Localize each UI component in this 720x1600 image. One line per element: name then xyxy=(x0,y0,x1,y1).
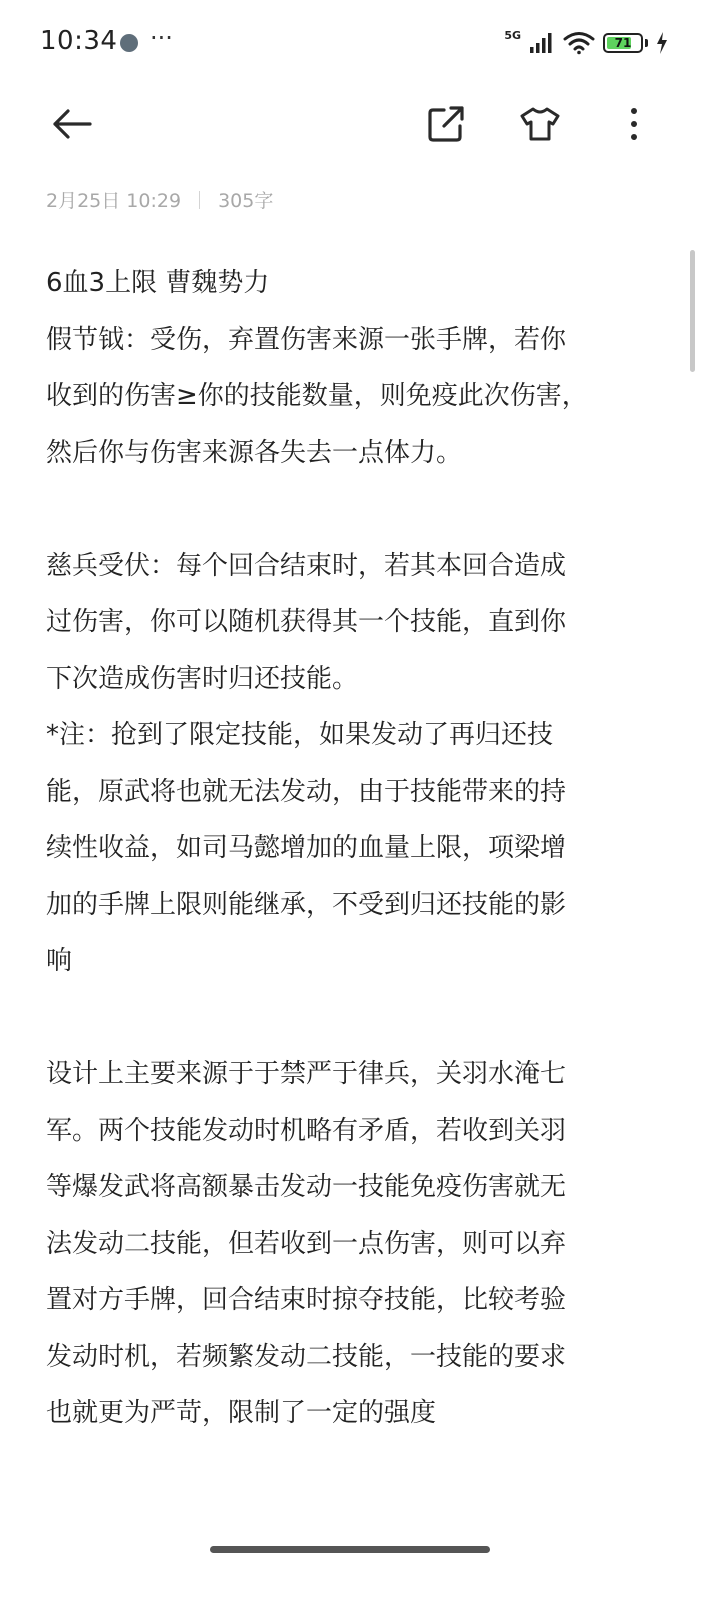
status-time: 10:34 xyxy=(40,26,118,56)
home-indicator[interactable] xyxy=(210,1546,490,1553)
note-line: 发动时机，若频繁发动二技能，一技能的要求 xyxy=(46,1341,567,1372)
note-line: 也就更为严苛，限制了一定的强度 xyxy=(46,1398,437,1428)
tshirt-icon xyxy=(520,106,560,142)
battery-cap xyxy=(645,39,648,47)
battery-icon xyxy=(603,33,643,53)
note-line: 过伤害，你可以随机获得其一个技能，直到你 xyxy=(46,607,567,637)
theme-button[interactable] xyxy=(514,98,566,150)
note-line: 然后你与伤害来源各失去一点体力。 xyxy=(46,437,463,468)
note-line: 下次造成伤害时归还技能。 xyxy=(46,663,359,694)
back-button[interactable] xyxy=(46,98,98,150)
notification-dot-icon xyxy=(120,34,138,52)
note-line: 能，原武将也就无法发动，由于技能带来的持 xyxy=(46,776,567,807)
signal-icon xyxy=(529,32,555,54)
note-line: 假节钺：受伤，弃置伤害来源一张手牌，若你 xyxy=(46,324,567,355)
meta-divider xyxy=(199,191,200,209)
status-more-indicator: ··· xyxy=(150,24,173,52)
note-line: 续性收益，如司马懿增加的血量上限，项梁增 xyxy=(46,833,567,863)
status-indicators xyxy=(504,28,668,58)
status-bar xyxy=(0,0,720,86)
note-line: 等爆发武将高额暴击发动一技能免疫伤害就无 xyxy=(46,1172,567,1202)
external-share-icon xyxy=(427,105,465,143)
note-line: 设计上主要来源于于禁严于律兵，关羽水淹七 xyxy=(46,1059,567,1089)
note-toolbar xyxy=(0,86,720,162)
note-line: 慈兵受伏：每个回合结束时，若其本回合造成 xyxy=(46,550,567,581)
note-line: 加的手牌上限则能继承，不受到归还技能的影 xyxy=(46,889,567,920)
note-line xyxy=(46,481,656,538)
note-line: *注：抢到了限定技能，如果发动了再归还技 xyxy=(46,720,554,750)
battery-level: 71 xyxy=(614,36,632,50)
note-date: 2月25日 10:29 xyxy=(46,190,182,212)
note-line: 6血3上限 曹魏势力 xyxy=(46,268,270,298)
network-type: 5G xyxy=(504,28,521,42)
note-meta xyxy=(46,186,273,213)
note-line: 收到的伤害≥你的技能数量，则免疫此次伤害， xyxy=(46,381,588,411)
arrow-left-icon xyxy=(50,106,94,142)
note-line: 响 xyxy=(46,946,73,976)
charging-bolt-icon xyxy=(656,32,668,54)
wifi-icon xyxy=(563,31,595,55)
vertical-dots-icon xyxy=(629,106,639,142)
note-content[interactable] xyxy=(46,255,656,1442)
note-line: 置对方手牌，回合结束时掠夺技能，比较考验 xyxy=(46,1285,567,1315)
word-count: 305字 xyxy=(218,190,274,212)
note-line: 军。两个技能发动时机略有矛盾，若收到关羽 xyxy=(46,1115,567,1146)
more-button[interactable] xyxy=(608,98,660,150)
scrollbar[interactable] xyxy=(690,250,695,372)
share-button[interactable] xyxy=(420,98,472,150)
note-line xyxy=(46,990,656,1047)
note-line: 法发动二技能，但若收到一点伤害，则可以弃 xyxy=(46,1228,567,1259)
